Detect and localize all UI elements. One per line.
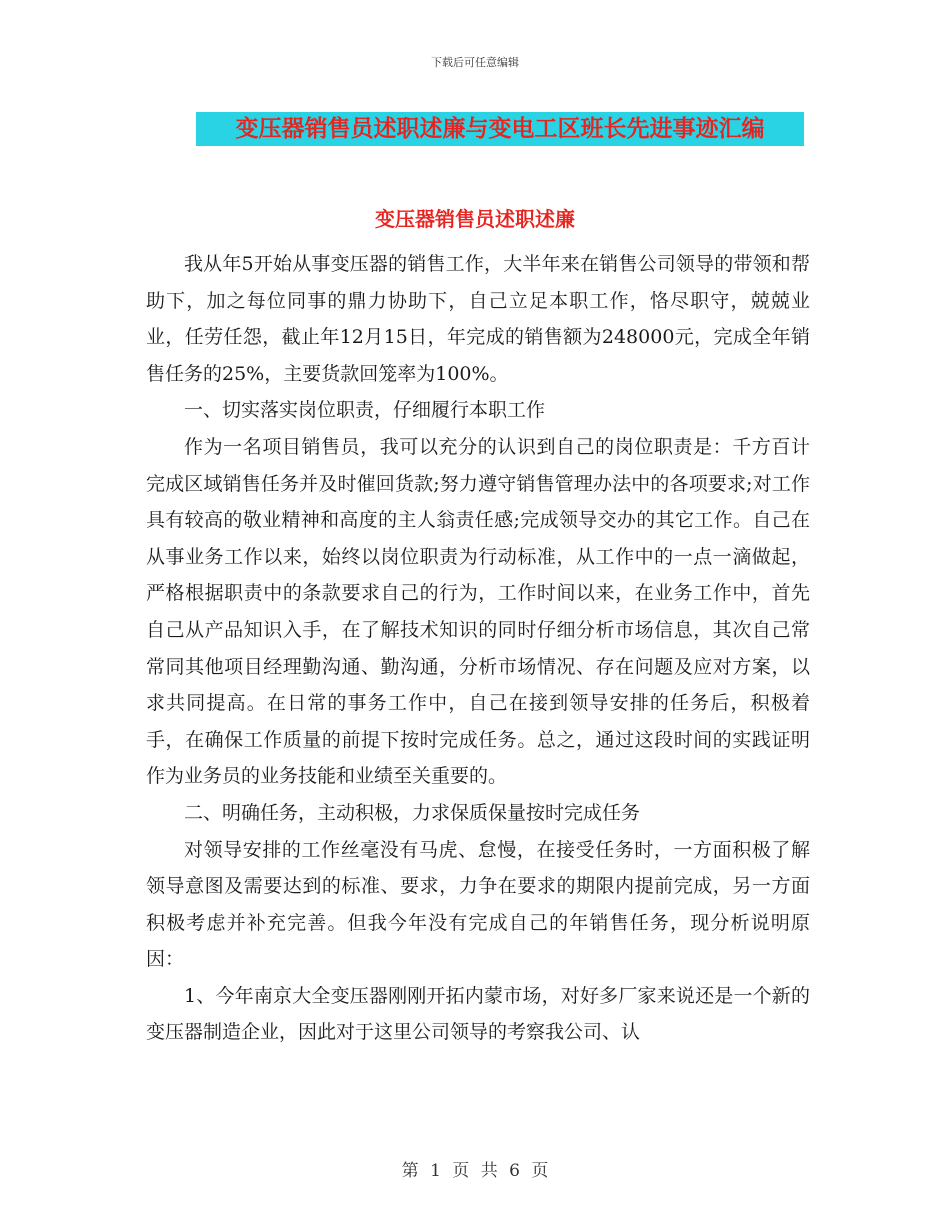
document-title: 变压器销售员述职述廉与变电工区班长先进事迹汇编 xyxy=(235,115,765,142)
footer-label-unit2: 页 xyxy=(531,1161,549,1181)
footer-label-page: 第 xyxy=(401,1161,419,1181)
footer-total-pages: 6 xyxy=(509,1161,520,1181)
paragraph-reason-one: 1、今年南京大全变压器刚刚开拓内蒙市场，对好多厂家来说还是一个新的变压器制造企业，因此对于这里公司领导的考察我公司、认 xyxy=(146,984,810,1044)
title-highlight xyxy=(196,112,804,146)
heading-two: 二、明确任务，主动积极，力求保质保量按时完成任务 xyxy=(184,801,641,824)
paragraph-intro: 我从年5开始从事变压器的销售工作，大半年来在销售公司领导的带领和帮助下，加之每位同事的鼎力协助下，自己立足本职工作，恪尽职守，兢兢业业，任劳任怨，截止年12月15日，年完成的销售额为248000元，完成全年销售任务的25%，主要货款回笼率为100%。 xyxy=(146,253,810,385)
section-title: 变压器销售员述职述廉 xyxy=(375,207,575,231)
paragraph-duties: 作为一名项目销售员，我可以充分的认识到自己的岗位职责是：千方百计完成区域销售任务并及时催回货款;努力遵守销售管理办法中的各项要求;对工作具有较高的敬业精神和高度的主人翁责任感;完成领导交办的其它工作。自己在从事业务工作以来，始终以岗位职责为行动标准，从工作中的一点一滴做起，严格根据职责中的条款要求自己的行为，工作时间以来，在业务工作中，首先自己从产品知识入手，在了解技术知识的同时仔细分析市场信息，其次自己常常同其他项目经理勤沟通、勤沟通，分析市场情况、存在问题及应对方案，以求共同提高。在日常的事务工作中，自己在接到领导安排的任务后，积极着手，在确保工作质量的前提下按时完成任务。总之，通过这段时间的实践证明作为业务员的业务技能和业绩至关重要的。 xyxy=(146,435,810,788)
paragraph-tasks: 对领导安排的工作丝毫没有马虎、怠慢，在接受任务时，一方面积极了解领导意图及需要达到的标准、要求，力争在要求的期限内提前完成，另一方面积极考虑并补充完善。但我今年没有完成自己的年销售任务，现分析说明原因： xyxy=(146,838,810,971)
heading-one: 一、切实落实岗位职责，仔细履行本职工作 xyxy=(184,399,546,422)
body-text xyxy=(146,246,810,1051)
page-footer xyxy=(0,1156,950,1181)
footer-label-total: 共 xyxy=(480,1161,498,1181)
header-note: 下载后可任意编辑 xyxy=(431,56,519,69)
footer-page-number: 1 xyxy=(430,1161,441,1181)
footer-label-unit: 页 xyxy=(452,1161,470,1181)
